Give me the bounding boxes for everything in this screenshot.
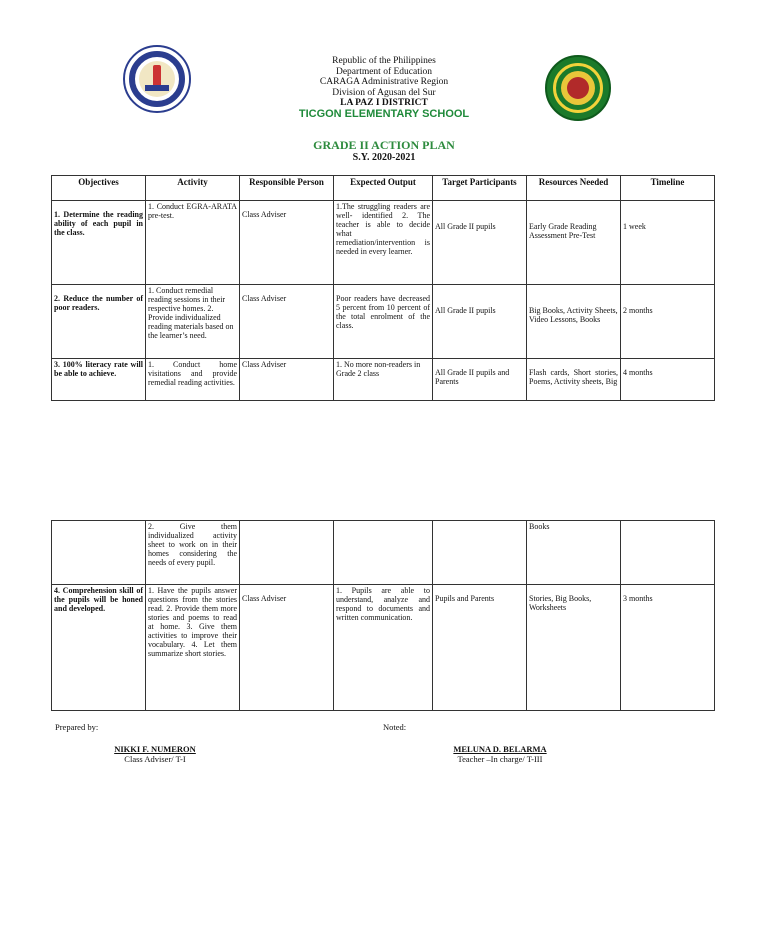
output-cell: 1.The struggling readers are well- identified 2. The teacher is able to decide what remediation/intervention is needed in every learner. — [334, 201, 433, 285]
department-line: Department of Education — [335, 66, 433, 77]
activity-cell: 1. Conduct remedial reading sessions in their respective homes. 2. Provide individualized reading materials based on the learner’s need. — [146, 285, 240, 359]
person-cell: Class Adviser — [240, 285, 334, 359]
noted-label: Noted: — [383, 722, 407, 732]
resources-cell: Big Books, Activity Sheets, Video Lessons, Books — [527, 285, 621, 359]
noter-signature-block — [425, 744, 575, 764]
participants-cell: All Grade II pupils — [433, 285, 527, 359]
col-activity: Activity — [146, 176, 240, 201]
division-line: Division of Agusan del Sur — [332, 87, 436, 98]
timeline-cell: 4 months — [621, 359, 715, 401]
participants-cell: All Grade II pupils and Parents — [433, 359, 527, 401]
table-row — [52, 285, 715, 359]
activity-cell: 1. Conduct home visitations and provide remedial reading activities. — [146, 359, 240, 401]
timeline-cell — [621, 521, 715, 585]
col-target-participants: Target Participants — [433, 176, 527, 201]
prepared-by-label: Prepared by: — [55, 722, 99, 732]
person-cell: Class Adviser — [240, 585, 334, 711]
activity-cell: 1. Have the pupils answer questions from the stories read. 2. Provide them more stories and poems to read at home. 3. Give them activities to improve their vocabulary. 4. Let them summarize short stories. — [146, 585, 240, 711]
table-row — [52, 201, 715, 285]
objective-cell: 3. 100% literacy rate will be able to achieve. — [52, 359, 146, 401]
resources-cell: Books — [527, 521, 621, 585]
table-row — [52, 585, 715, 711]
noter-title: Teacher –In charge/ T-III — [457, 754, 543, 764]
letterhead — [0, 56, 768, 109]
resources-cell: Stories, Big Books, Worksheets — [527, 585, 621, 711]
table-header-row — [52, 176, 715, 201]
person-cell: Class Adviser — [240, 201, 334, 285]
table-row — [52, 359, 715, 401]
output-cell: Poor readers have decreased 5 percent from 10 percent of the total enrolment of the class. — [334, 285, 433, 359]
preparer-title: Class Adviser/ T-I — [124, 754, 186, 764]
objective-cell: 4. Comprehension skill of the pupils will be honed and developed. — [52, 585, 146, 711]
objective-cell: 2. Reduce the number of poor readers. — [52, 285, 146, 359]
objective-cell: 1. Determine the reading ability of each pupil in the class. — [52, 201, 146, 285]
output-cell: 1. No more non-readers in Grade 2 class — [334, 359, 433, 401]
timeline-cell: 2 months — [621, 285, 715, 359]
col-responsible-person: Responsible Person — [240, 176, 334, 201]
timeline-cell: 3 months — [621, 585, 715, 711]
output-cell — [334, 521, 433, 585]
col-objectives: Objectives — [52, 176, 146, 201]
school-name: TICGON ELEMENTARY SCHOOL — [298, 108, 470, 120]
participants-cell: All Grade II pupils — [433, 201, 527, 285]
person-cell — [240, 521, 334, 585]
col-expected-output: Expected Output — [334, 176, 433, 201]
participants-cell — [433, 521, 527, 585]
district-line: LA PAZ I DISTRICT — [340, 98, 428, 108]
activity-cell: 1. Conduct EGRA-ARATA pre-test. — [146, 201, 240, 285]
timeline-cell: 1 week — [621, 201, 715, 285]
school-year: S.Y. 2020-2021 — [352, 152, 416, 163]
objective-cell — [52, 521, 146, 585]
republic-line: Republic of the Philippines — [332, 56, 436, 66]
person-cell: Class Adviser — [240, 359, 334, 401]
preparer-name: NIKKI F. NUMERON — [114, 744, 196, 754]
resources-cell: Early Grade Reading Assessment Pre-Test — [527, 201, 621, 285]
table-row — [52, 521, 715, 585]
col-timeline: Timeline — [621, 176, 715, 201]
noter-name: MELUNA D. BELARMA — [453, 744, 547, 754]
region-line: CARAGA Administrative Region — [319, 77, 449, 87]
activity-cell: 2. Give them individualized activity sheet to work on in their homes considering the needs of every pupil. — [146, 521, 240, 585]
resources-cell: Flash cards, Short stories, Poems, Activity sheets, Big — [527, 359, 621, 401]
action-plan-table — [51, 175, 715, 401]
action-plan-table-continued — [51, 520, 715, 711]
output-cell: 1. Pupils are able to understand, analyze and respond to documents and written communication. — [334, 585, 433, 711]
preparer-signature-block — [80, 744, 230, 764]
document-title: GRADE II ACTION PLAN — [313, 138, 455, 152]
participants-cell: Pupils and Parents — [433, 585, 527, 711]
col-resources-needed: Resources Needed — [527, 176, 621, 201]
